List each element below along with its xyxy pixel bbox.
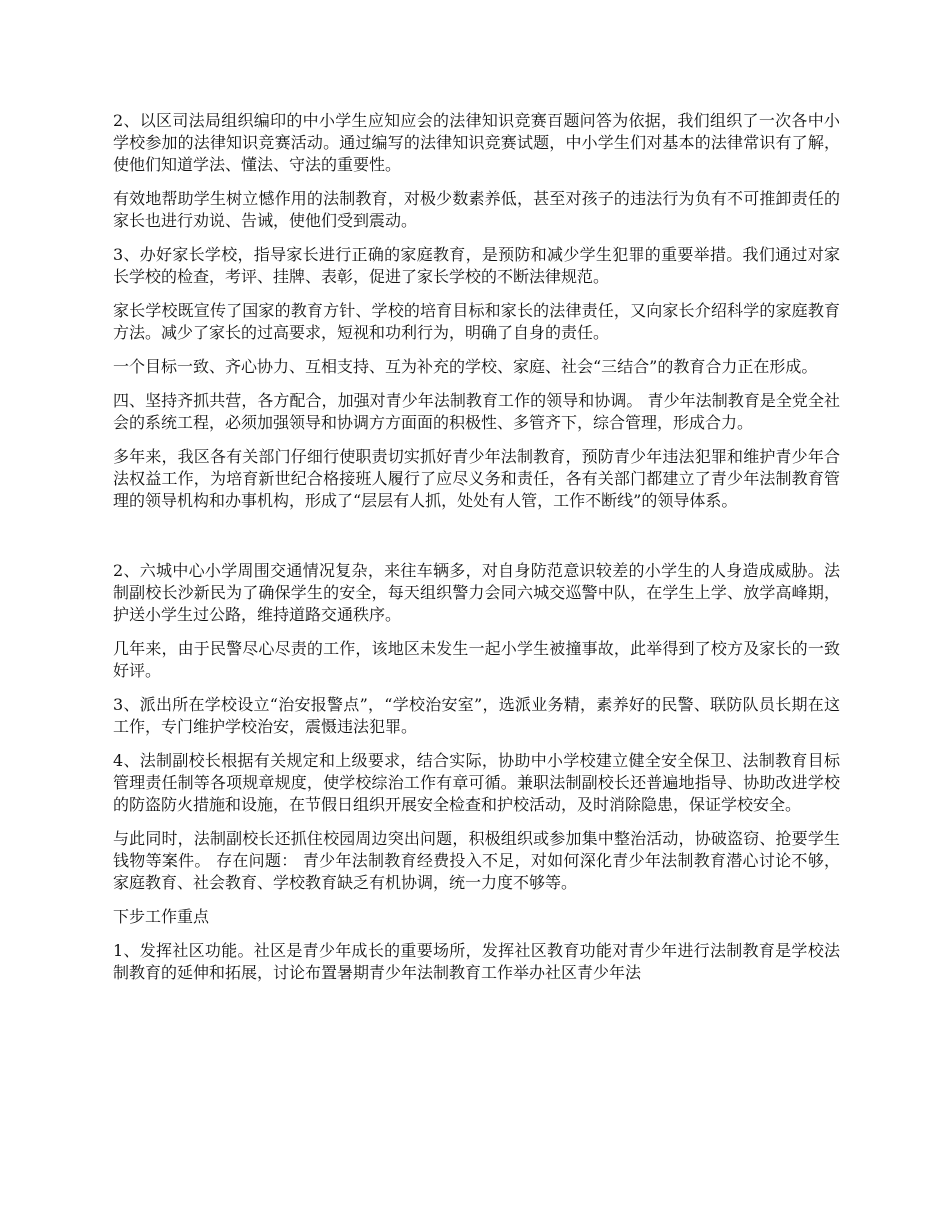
paragraph: 家长学校既宣传了国家的教育方针、学校的培育目标和家长的法律责任，又向家长介绍科学的家庭教育方法。减少了家长的过高要求，短视和功利行为，明确了自身的责任。 [113, 301, 840, 342]
paragraph: 1、发挥社区功能。社区是青少年成长的重要场所，发挥社区教育功能对青少年进行法制教育是学校法制教育的延伸和拓展，讨论布置暑期青少年法制教育工作举办社区青少年法 [113, 941, 840, 982]
paragraph: 4、法制副校长根据有关规定和上级要求，结合实际，协助中小学校建立健全安全保卫、法制教育目标管理责任制等各项规章规度，使学校综治工作有章可循。兼职法制副校长还普遍地指导、协助改进学校的防盗防火措施和设施，在节假日组织开展安全检查和护校活动，及时消除隐患，保证学校安全。 [113, 751, 840, 814]
paragraph: 多年来，我区各有关部门仔细行使职责切实抓好青少年法制教育，预防青少年违法犯罪和维护青少年合法权益工作，为培育新世纪合格接班人履行了应尽义务和责任，各有关部门都建立了青少年法制教育管理的领导机构和办事机构，形成了“层层有人抓，处处有人管，工作不断线”的领导体系。 [113, 447, 840, 510]
paragraph: 3、办好家长学校，指导家长进行正确的家庭教育，是预防和减少学生犯罪的重要举措。我们通过对家长学校的检查，考评、挂牌、表彰，促进了家长学校的不断法律规范。 [113, 245, 840, 286]
paragraph: 四、坚持齐抓共营，各方配合，加强对青少年法制教育工作的领导和协调。 青少年法制教育是全党全社会的系统工程，必须加强领导和协调方方面面的积极性、多管齐下，综合管理，形成合力。 [113, 391, 840, 432]
paragraph: 3、派出所在学校设立“治安报警点”，“学校治安室”，选派业务精，素养好的民警、联防队员长期在这工作，专门维护学校治安，震慑违法犯罪。 [113, 695, 840, 736]
paragraph: 与此同时，法制副校长还抓住校园周边突出问题，积极组织或参加集中整治活动，协破盗窃、抢要学生钱物等案件。 存在问题： 青少年法制教育经费投入不足，对如何深化青少年法制教育潜心讨论不够，家庭教育、社会教育、学校教育缺乏有机协调，统一力度不够等。 [113, 829, 840, 892]
document-page [113, 110, 840, 996]
paragraph: 2、六城中心小学周围交通情况复杂，来往车辆多，对自身防范意识较差的小学生的人身造成威胁。法制副校长沙新民为了确保学生的安全，每天组织警力会同六城交巡警中队，在学生上学、放学高峰期，护送小学生过公路，维持道路交通秩序。 [113, 561, 840, 624]
section-heading: 下步工作重点 [113, 907, 210, 926]
section-divider-space [113, 524, 840, 560]
paragraph: 有效地帮助学生树立憾作用的法制教育，对极少数素养低，甚至对孩子的违法行为负有不可推卸责任的家长也进行劝说、告诫，使他们受到震动。 [113, 189, 840, 230]
paragraph: 2、以区司法局组织编印的中小学生应知应会的法律知识竞赛百题问答为依据，我们组织了一次各中小学校参加的法律知识竞赛活动。通过编写的法律知识竞赛试题，中小学生们对基本的法律常识有了解，使他们知道学法、懂法、守法的重要性。 [113, 111, 840, 174]
paragraph: 几年来，由于民警尽心尽责的工作，该地区未发生一起小学生被撞事故，此举得到了校方及家长的一致好评。 [113, 639, 840, 680]
paragraph: 一个目标一致、齐心协力、互相支持、互为补充的学校、家庭、社会“三结合”的教育合力正在形成。 [113, 357, 818, 376]
